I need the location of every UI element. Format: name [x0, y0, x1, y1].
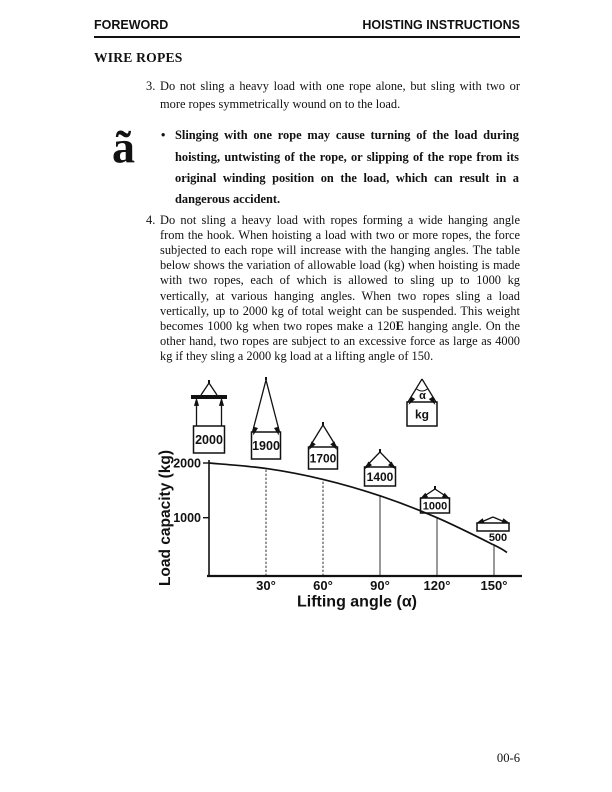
- svg-text:kg: kg: [414, 407, 430, 422]
- list-item-4-text-part2: hanging angle. On the other hand, two ropes are subject to an excessive force as large as 4000 kg if they sling a 2000 kg load at a lifting angle of 150.: [160, 319, 520, 364]
- warning-icon: ã: [112, 121, 135, 173]
- y-axis-title: Load capacity (kg): [157, 449, 174, 586]
- list-item-3-number: 3.: [146, 79, 156, 93]
- warning-block: [94, 121, 520, 210]
- x-tick-label-30: 30°: [256, 577, 276, 593]
- load-capacity-chart-svg: [145, 375, 527, 623]
- svg-text:1700: 1700: [309, 450, 337, 465]
- load-capacity-figure: [145, 375, 527, 623]
- svg-text:1000: 1000: [422, 500, 448, 513]
- sling-icon-1000: [420, 486, 451, 513]
- y-tick-label-2000: 2000: [173, 455, 201, 470]
- x-tick-label-120: 120°: [423, 577, 451, 593]
- warning-text: Slinging with one rope may cause turning of the load during hoisting, untwisting of the rope, or slipping of the rope from its original winding position on the load, which can result in a dangerous accident.: [175, 128, 519, 207]
- y-tick-label-1000: 1000: [173, 510, 201, 525]
- x-tick-label-90: 90°: [370, 577, 390, 593]
- header-right-title: HOISTING INSTRUCTIONS: [362, 18, 520, 32]
- sling-icon-1400: [364, 449, 396, 486]
- list-item-4-text-part1: Do not sling a heavy load with ropes forming a wide hanging angle from the hook. When hoisting a load with two or more ropes, the force subjected to each rope will increase with the hanging angles. The table below shows the variation of allowable load (kg) when hoisting is made with two ropes, each of which is allowed to sling up to 1000 kg vertically, at various hanging angles. When two ropes sling a load vertically, up to 2000 kg of total weight can be suspended. This weight becomes 1000 kg when two ropes make a 120: [160, 212, 520, 334]
- page-number: 00-6: [496, 751, 520, 765]
- sling-icon-500: [476, 517, 511, 544]
- svg-text:1900: 1900: [252, 438, 280, 453]
- x-tick-label-60: 60°: [313, 577, 333, 593]
- section-title: WIRE ROPES: [94, 50, 183, 65]
- bullet-icon: •: [161, 128, 166, 143]
- svg-text:2000: 2000: [195, 432, 223, 447]
- svg-text:1400: 1400: [366, 469, 394, 484]
- sling-icon-1700: [309, 422, 338, 469]
- list-item-4-number: 4.: [146, 212, 156, 227]
- list-item-3: [94, 77, 520, 113]
- list-item-4: [94, 213, 520, 365]
- list-item-4-bold-char: E: [395, 319, 404, 334]
- x-axis-title: Lifting angle (α): [296, 593, 418, 611]
- header-left-title: FOREWORD: [94, 18, 169, 32]
- sling-icon-1900: [252, 377, 281, 459]
- sling-icon-2000: [191, 380, 227, 453]
- svg-text:500: 500: [488, 531, 508, 544]
- svg-text:α: α: [419, 389, 426, 402]
- legend-icon: [407, 379, 437, 426]
- list-item-4-text: [160, 213, 520, 365]
- page-header: [94, 18, 520, 38]
- capacity-curve: [209, 463, 507, 553]
- list-item-3-text: Do not sling a heavy load with one rope alone, but sling with two or more ropes symmetrically wound on to the load.: [160, 79, 520, 112]
- x-tick-label-150: 150°: [480, 577, 508, 593]
